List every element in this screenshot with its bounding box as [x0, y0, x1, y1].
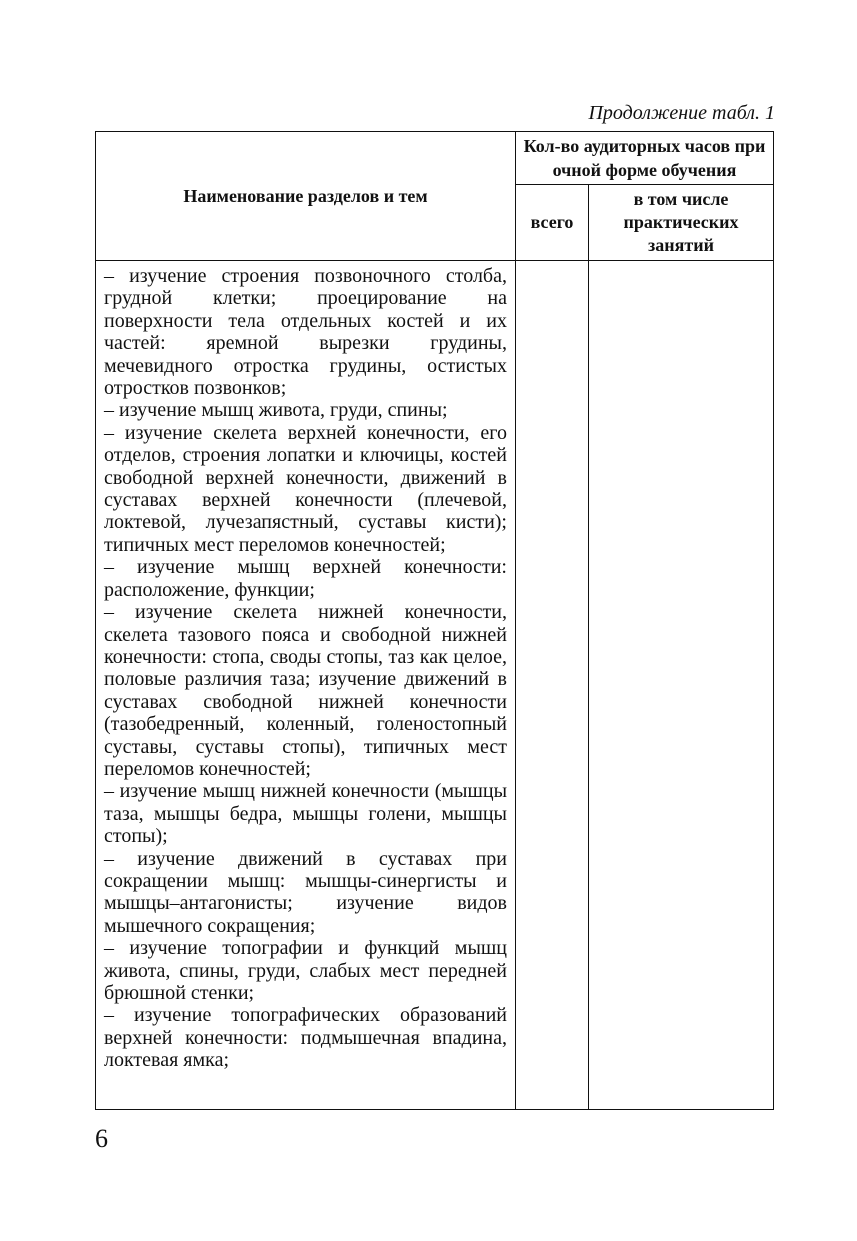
list-item: – изучение топографических образований верхней конечности: подмышечная впадина, локтевая ямка;: [104, 1004, 507, 1072]
header-practice: в том числе практических занятий: [589, 185, 774, 261]
header-section-name: Наименование разделов и тем: [96, 132, 516, 261]
curriculum-table: [95, 131, 774, 1110]
topics-cell: [96, 261, 516, 1110]
list-item: – изучение мышц живота, груди, спины;: [104, 399, 448, 422]
list-item: – изучение мышц верхней конечности: расположение, функции;: [104, 556, 507, 601]
list-item: – изучение строения позвоночного столба, грудной клетки; проецирование на поверхности тела отдельных костей и их частей: яремной вырезки грудины, мечевидного отростка грудины, остистых отростков позвонков;: [104, 265, 507, 400]
table-continuation-caption: Продолжение табл. 1: [588, 102, 775, 124]
total-hours-cell: [516, 261, 589, 1110]
list-item: – изучение скелета нижней конечности, скелета тазового пояса и свободной нижней конечности: стопа, своды стопы, таз как целое, половые различия таза; изучение движений в суставах свободной нижней конечности (тазобедренный, коленный, голеностопный суставы, суставы стопы), типичных мест переломов конечностей;: [104, 601, 507, 780]
table-header-row: [96, 132, 774, 185]
topics-list: [96, 261, 515, 1078]
page-number: 6: [95, 1124, 108, 1153]
practice-hours-cell: [589, 261, 774, 1110]
header-total: всего: [516, 185, 589, 261]
list-item: – изучение мышц нижней конечности (мышцы таза, мышцы бедра, мышцы голени, мышцы стопы);: [104, 780, 507, 848]
list-item: – изучение движений в суставах при сокращении мышц: мышцы-синергисты и мышцы–антагонисты; изучение видов мышечного сокращения;: [104, 847, 507, 937]
list-item: – изучение скелета верхней конечности, его отделов, строения лопатки и ключицы, костей свободной верхней конечности, движений в суставах верхней конечности (плечевой, локтевой, лучезапястный, суставы кисти); типичных мест переломов конечностей;: [104, 421, 507, 556]
table-row: [96, 261, 774, 1110]
header-classroom-hours: Кол-во аудиторных часов при очной форме обучения: [516, 132, 774, 185]
list-item: – изучение топографии и функций мышц живота, спины, груди, слабых мест передней брюшной стенки;: [104, 937, 507, 1004]
